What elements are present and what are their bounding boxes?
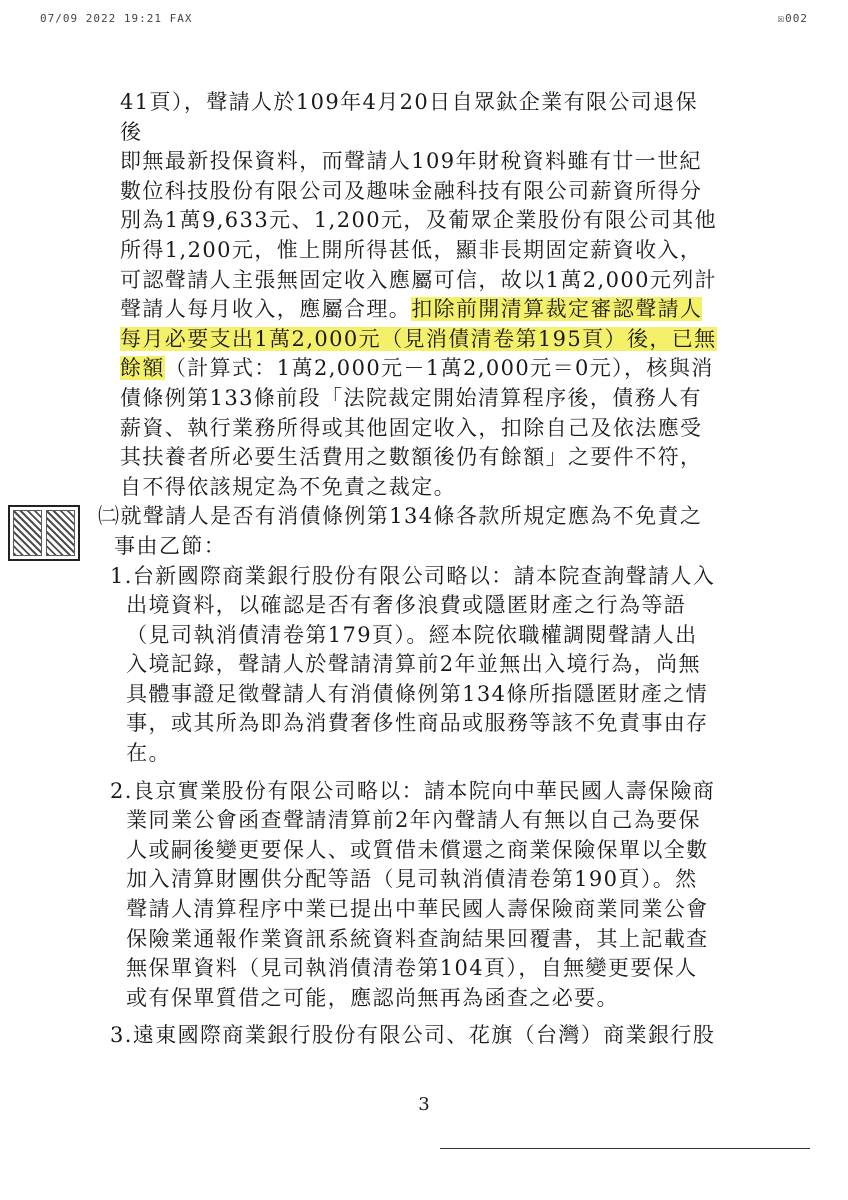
text-line: 薪資、執行業務所得或其他固定收入，扣除自己及依法應受 bbox=[120, 415, 703, 440]
seal-stamp-left bbox=[13, 510, 42, 556]
text-line: 即無最新投保資料，而聲請人109年財稅資料雖有廿一世紀 bbox=[120, 149, 702, 174]
section-heading-2 bbox=[98, 502, 720, 561]
fax-header bbox=[40, 12, 808, 28]
seal-stamp-right bbox=[46, 510, 75, 556]
text-line: 人或嗣後變更要保人、或質借未償還之商業保險保單以全數 bbox=[110, 837, 709, 862]
text-line: 加入清算財團供分配等語（見司執消債清卷第190頁）。然 bbox=[110, 867, 698, 892]
text-line bbox=[120, 325, 720, 355]
text-line: 3.遠東國際商業銀行股份有限公司、花旗（台灣）商業銀行股 bbox=[110, 1023, 716, 1048]
text-line: 所得1,200元，惟上開所得甚低，顯非長期固定薪資收入， bbox=[120, 237, 703, 262]
text-segment: （計算式：1萬2,000元－1萬2,000元＝0元），核與消 bbox=[164, 356, 714, 381]
text-line: 1.台新國際商業銀行股份有限公司略以：請本院查詢聲請人入 bbox=[110, 563, 716, 588]
document-body bbox=[98, 88, 720, 1051]
text-line: ㈡就聲請人是否有消債條例第134條各款所規定應為不免責之 bbox=[98, 504, 703, 529]
text-line: （見司執消債清卷第179頁）。經本院依職權調閱聲請人出 bbox=[110, 622, 698, 647]
text-line: 事由乙節： bbox=[98, 533, 227, 558]
text-line: 無保單資料（見司執消債清卷第104頁），自無變更要保人 bbox=[110, 956, 698, 981]
fax-datetime: 07/09 2022 19:21 FAX bbox=[40, 12, 193, 25]
list-item-3 bbox=[110, 1021, 720, 1051]
text-line: 數位科技股份有限公司及趣味金融科技有限公司薪資所得分 bbox=[120, 178, 703, 203]
text-line: 可認聲請人主張無固定收入應屬可信，故以1萬2,000元列計 bbox=[120, 267, 718, 292]
list-item-1 bbox=[110, 562, 720, 769]
highlighted-text: 每月必要支出1萬2,000元（見消債清卷第195頁）後，已無 bbox=[120, 326, 717, 351]
fax-page-marker: ☒002 bbox=[777, 12, 808, 25]
text-line: 聲請人清算程序中業已提出中華民國人壽保險商業同業公會 bbox=[110, 897, 709, 922]
text-line: 保險業通報作業資訊系統資料查詢結果回覆書，其上記載查 bbox=[110, 926, 709, 951]
seal-stamp bbox=[8, 505, 80, 561]
highlighted-text: 餘額 bbox=[120, 356, 165, 381]
text-line: 具體事證足徵聲請人有消債條例第134條所指隱匿財產之情 bbox=[110, 681, 709, 706]
text-line: 自不得依該規定為不免責之裁定。 bbox=[120, 474, 456, 499]
text-line: 業同業公會函查聲請清算前2年內聲請人有無以自己為要保 bbox=[110, 808, 701, 833]
text-line: 或有保單質借之可能，應認尚無再為函查之必要。 bbox=[110, 985, 619, 1010]
text-line: 在。 bbox=[110, 741, 171, 766]
text-line: 事，或其所為即為消費奢侈性商品或服務等該不免責事由存 bbox=[110, 711, 709, 736]
highlighted-text: 扣除前開清算裁定審認聲請人 bbox=[411, 297, 703, 322]
text-line: 入境記錄，聲請人於聲請清算前2年並無出入境行為，尚無 bbox=[110, 652, 701, 677]
text-line: 債條例第133條前段「法院裁定開始清算程序後，債務人有 bbox=[120, 385, 702, 410]
text-line: 41頁），聲請人於109年4月20日自眾鈦企業有限公司退保後 bbox=[120, 90, 698, 144]
text-segment: 聲請人每月收入，應屬合理。 bbox=[120, 297, 412, 322]
footer-divider bbox=[440, 1148, 810, 1149]
paragraph-income bbox=[120, 88, 720, 502]
text-line bbox=[120, 354, 720, 384]
text-line: 出境資料，以確認是否有奢侈浪費或隱匿財產之行為等語 bbox=[110, 593, 687, 618]
text-line: 其扶養者所必要生活費用之數額後仍有餘額」之要件不符， bbox=[120, 445, 703, 470]
text-line: 2.良京實業股份有限公司略以：請本院向中華民國人壽保險商 bbox=[110, 778, 716, 803]
page-number: 3 bbox=[418, 1094, 430, 1115]
list-item-2 bbox=[110, 777, 720, 1014]
text-line bbox=[120, 295, 720, 325]
text-line: 別為1萬9,633元、1,200元，及葡眾企業股份有限公司其他 bbox=[120, 208, 717, 233]
